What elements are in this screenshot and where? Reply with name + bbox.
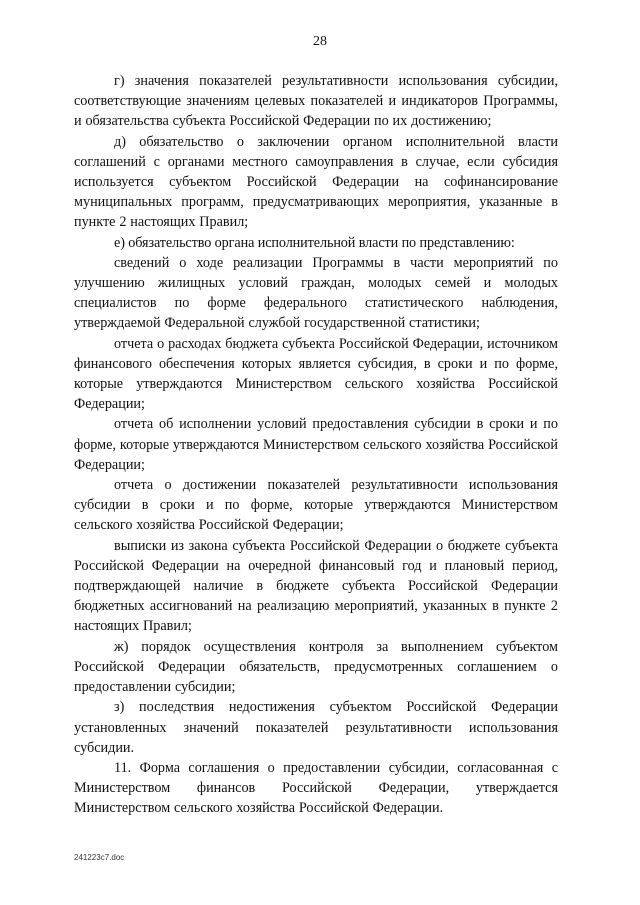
item-program-progress-report: сведений о ходе реализации Программы в части мероприятий по улучшению жилищных условий граждан, молодых семей и молодых специалистов по форме федерального статистического наблюдения, утверждаемой Федеральной службой государственной статистики; (74, 254, 558, 332)
clause-e: е) обязательство органа исполнительной власти по представлению: (114, 234, 515, 251)
document-file-code: 241223с7.doc (74, 853, 125, 862)
clause-d: д) обязательство о заключении органом исполнительной власти соглашений с органами местного самоуправления в случае, если субсидия используется субъектом Российской Федерации на софинансирование муниципальных программ, предусматривающих мероприятия, указанные в пункте 2 настоящих Правил; (74, 133, 558, 231)
clause-zh: ж) порядок осуществления контроля за выполнением субъектом Российской Федерации обязательств, предусмотренных соглашением о предоставлении субсидии; (74, 638, 558, 696)
section-11: 11. Форма соглашения о предоставлении субсидии, согласованная с Министерством финансов Российской Федерации, утверждается Министерством сельского хозяйства Российской Федерации. (74, 759, 558, 817)
item-budget-law-extract: выписки из закона субъекта Российской Федерации о бюджете субъекта Российской Федерации на очередной финансовый год и плановый период, подтверждающей наличие в бюджете субъекта Российской Федерации бюджетных ассигнований на реализацию мероприятий, указанных в пункте 2 настоящих Правил; (74, 537, 558, 635)
item-indicators-achievement-report: отчета о достижении показателей результативности использования субсидии в сроки и по форме, которые утверждаются Министерством сельского хозяйства Российской Федерации; (74, 477, 558, 534)
clause-z: з) последствия недостижения субъектом Российской Федерации установленных значений показателей результативности использования субсидии. (74, 699, 558, 756)
document-body (74, 71, 558, 819)
item-budget-expenses-report: отчета о расходах бюджета субъекта Российской Федерации, источником финансового обеспечения которых является субсидия, в сроки и по форме, которые утверждаются Министерством сельского хозяйства Российской Федерации; (74, 335, 558, 413)
clause-g: г) значения показателей результативности использования субсидии, соответствующие значениям целевых показателей и индикаторов Программы, и обязательства субъекта Российской Федерации по их достижению; (74, 73, 558, 130)
item-conditions-fulfillment-report: отчета об исполнении условий предоставления субсидии в сроки и по форме, которые утверждаются Министерством сельского хозяйства Российской Федерации; (74, 416, 558, 473)
page-number: 28 (313, 34, 327, 49)
